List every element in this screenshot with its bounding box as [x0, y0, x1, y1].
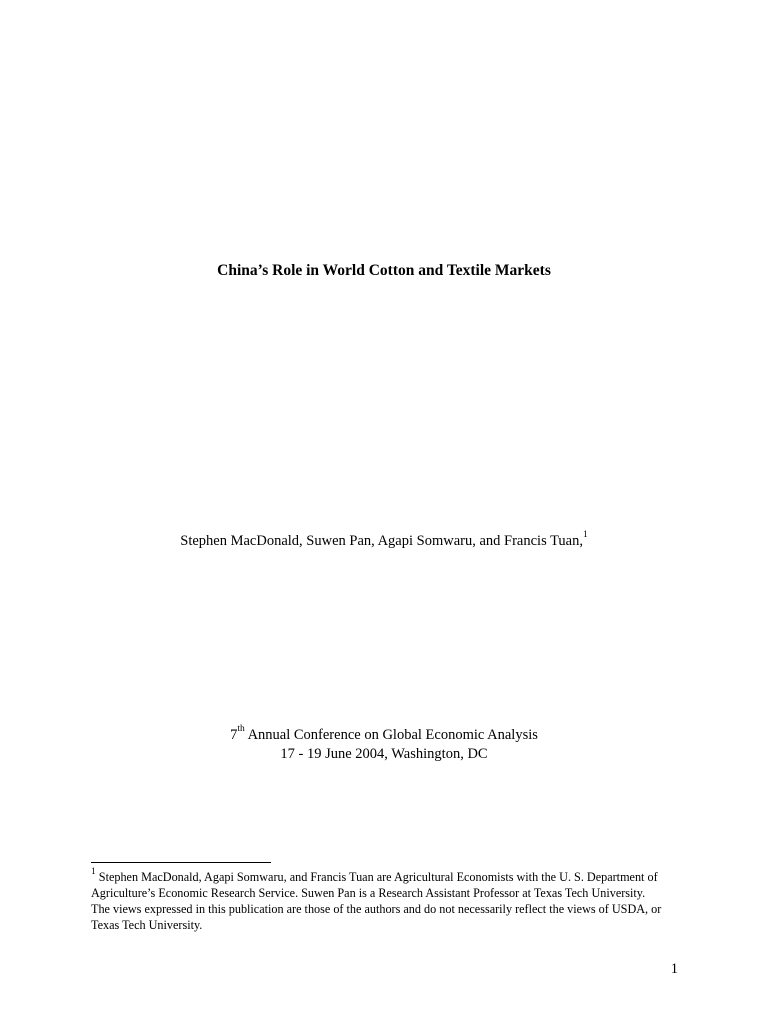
conference-ordinal-number: 7	[230, 727, 238, 743]
footnote-line	[91, 866, 691, 885]
paper-title: China’s Role in World Cotton and Textile Markets	[217, 262, 551, 279]
conference-name-line	[0, 726, 768, 745]
page-number: 1	[670, 961, 678, 977]
conference-name: Annual Conference on Global Economic Analysis	[247, 727, 538, 743]
footnote-separator	[91, 862, 271, 863]
footnote-line: Texas Tech University.	[91, 918, 203, 932]
footnote	[91, 866, 691, 933]
conference-info	[0, 726, 768, 764]
conference-ordinal-suffix: th	[237, 724, 245, 735]
footnote-marker: 1	[91, 866, 96, 877]
footnote-line-text: Stephen MacDonald, Agapi Somwaru, and Francis Tuan are Agricultural Economists with the U. S. Department of	[98, 870, 658, 884]
author-line	[0, 531, 768, 551]
author-footnote-marker: 1	[583, 530, 588, 541]
footnote-line: Agriculture’s Economic Research Service. Suwen Pan is a Research Assistant Professor at Texas Tech University.	[91, 886, 646, 900]
footnote-line: The views expressed in this publication are those of the authors and do not necessarily reflect the views of USDA, or	[91, 902, 662, 916]
author-names: Stephen MacDonald, Suwen Pan, Agapi Somwaru, and Francis Tuan,	[180, 533, 583, 549]
conference-date-place: 17 - 19 June 2004, Washington, DC	[280, 746, 488, 762]
